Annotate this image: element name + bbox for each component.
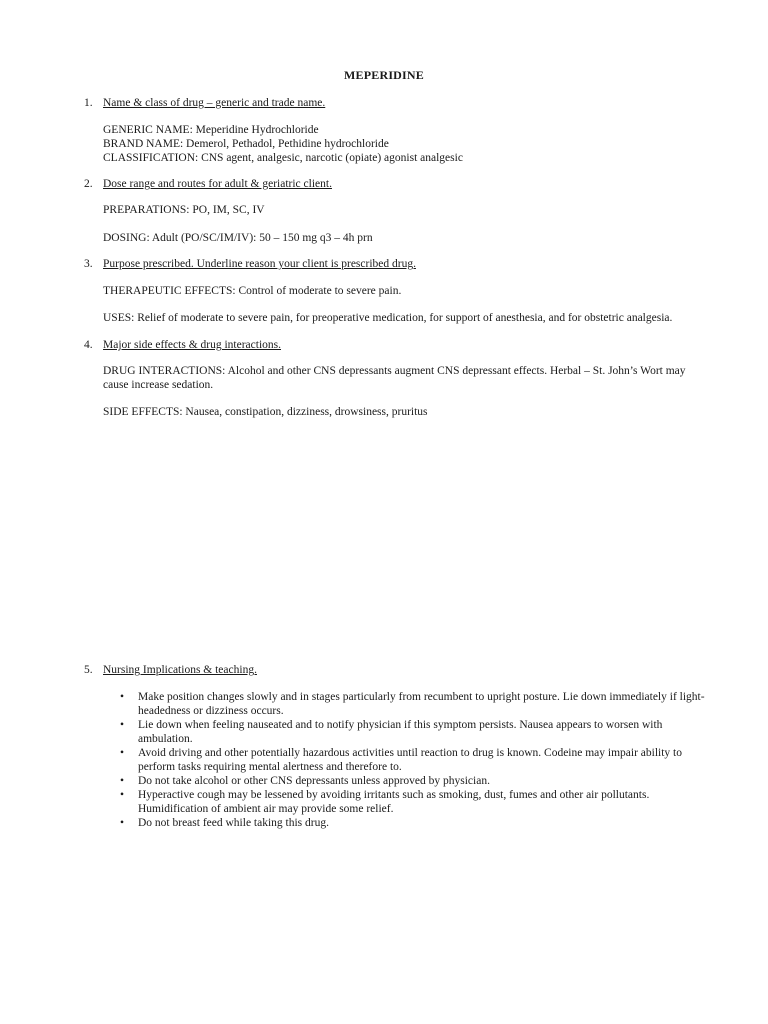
section-2-number: 2. xyxy=(84,178,93,190)
section-4-number: 4. xyxy=(84,339,93,351)
brand-name-line: BRAND NAME: Demerol, Pethadol, Pethidine hydrochloride xyxy=(103,138,389,150)
section-3-heading: Purpose prescribed. Underline reason your client is prescribed drug. xyxy=(103,258,416,270)
document-title: MEPERIDINE xyxy=(343,68,424,82)
section-1-heading: Name & class of drug – generic and trade name. xyxy=(103,97,326,109)
generic-name-line: GENERIC NAME: Meperidine Hydrochloride xyxy=(103,124,319,136)
list-item: • Avoid driving and other potentially hazardous activities until reaction to drug is known. Codeine may impair ability to perform tasks requiring mental alertness and therefore to. xyxy=(120,746,710,774)
nursing-implications-list xyxy=(120,690,710,830)
section-2-heading: Dose range and routes for adult & geriatric client. xyxy=(103,178,332,190)
uses-line: USES: Relief of moderate to severe pain, for preoperative medication, for support of anesthesia, and for obstetric analgesia. xyxy=(103,312,673,324)
section-5-heading: Nursing Implications & teaching. xyxy=(103,664,257,676)
list-item: • Make position changes slowly and in stages particularly from recumbent to upright posture. Lie down immediately if light-headedness or dizziness occurs. xyxy=(120,690,710,718)
dosing-line: DOSING: Adult (PO/SC/IM/IV): 50 – 150 mg q3 – 4h prn xyxy=(103,232,373,244)
drug-interactions-line: DRUG INTERACTIONS: Alcohol and other CNS depressants augment CNS depressant effects. Herbal – St. John’s Wort may cause increase sedation. xyxy=(103,365,686,391)
preparations-line: PREPARATIONS: PO, IM, SC, IV xyxy=(103,204,265,216)
section-5-number: 5. xyxy=(84,664,93,676)
list-item: • Hyperactive cough may be lessened by avoiding irritants such as smoking, dust, fumes and other air pollutants. Humidification of ambient air may provide some relief. xyxy=(120,788,710,816)
section-4-heading: Major side effects & drug interactions. xyxy=(103,339,281,351)
classification-line: CLASSIFICATION: CNS agent, analgesic, narcotic (opiate) agonist analgesic xyxy=(103,152,463,164)
list-item: • Do not breast feed while taking this drug. xyxy=(120,816,710,830)
list-item: • Lie down when feeling nauseated and to notify physician if this symptom persists. Nausea appears to worsen with ambulation. xyxy=(120,718,710,746)
section-3-number: 3. xyxy=(84,258,93,270)
section-1-number: 1. xyxy=(84,97,93,109)
side-effects-line: SIDE EFFECTS: Nausea, constipation, dizziness, drowsiness, pruritus xyxy=(103,406,428,418)
list-item: • Do not take alcohol or other CNS depressants unless approved by physician. xyxy=(120,774,710,788)
therapeutic-effects-line: THERAPEUTIC EFFECTS: Control of moderate to severe pain. xyxy=(103,285,402,297)
